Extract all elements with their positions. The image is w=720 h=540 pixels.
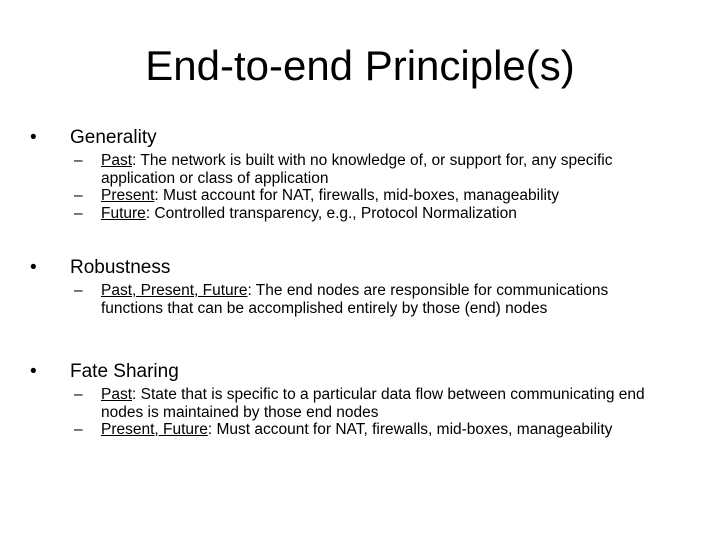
dash-icon: – (74, 386, 83, 403)
sub-item-body: : Controlled transparency, e.g., Protocol Normalization (145, 204, 517, 222)
section-robustness (0, 254, 720, 317)
sub-item-term: Future (101, 204, 146, 222)
sub-item-text (101, 386, 671, 421)
sub-item-text (101, 421, 671, 439)
bullet-label: Robustness (70, 257, 171, 278)
sub-item-body: : The end nodes are responsible for communications functions that can be accomplished entirely by those (end) nodes (101, 282, 609, 317)
sub-item (0, 187, 720, 205)
sub-item-term: Past (101, 386, 133, 403)
sub-item-term: Present, Future (101, 421, 208, 438)
bullet-label: Generality (70, 127, 157, 148)
dash-icon: – (74, 421, 83, 438)
sub-item-text (101, 282, 671, 317)
sub-item (0, 421, 720, 439)
dash-icon: – (74, 204, 83, 222)
sub-list (0, 152, 720, 222)
sub-item-text (101, 152, 671, 187)
dash-icon: – (74, 187, 83, 204)
sub-list (0, 282, 720, 317)
section-fate-sharing (0, 358, 720, 439)
bullet-row (0, 124, 720, 152)
bullet-icon: • (30, 361, 37, 382)
sub-item-term: Present (101, 187, 155, 204)
sub-item (0, 282, 720, 317)
dash-icon: – (74, 282, 83, 299)
bullet-row (0, 358, 720, 386)
dash-icon: – (74, 152, 83, 169)
sub-item (0, 386, 720, 421)
sub-item (0, 205, 720, 223)
section-generality (0, 124, 720, 222)
sub-item-body: : Must account for NAT, firewalls, mid-boxes, manageability (207, 421, 613, 438)
bullet-label: Fate Sharing (70, 361, 179, 382)
sub-item-term: Past (101, 152, 133, 169)
bullet-icon: • (30, 127, 37, 148)
sub-item (0, 152, 720, 187)
sub-item-text (101, 205, 671, 223)
bullet-row (0, 254, 720, 282)
sub-list (0, 386, 720, 439)
sub-item-body: : The network is built with no knowledge of, or support for, any specific application or class of application (101, 152, 613, 187)
slide-title: End-to-end Principle(s) (145, 42, 575, 89)
sub-item-body: : Must account for NAT, firewalls, mid-boxes, manageability (154, 187, 560, 204)
bullet-icon: • (30, 257, 37, 278)
sub-item-text (101, 187, 671, 205)
sub-item-term: Past, Present, Future (101, 282, 248, 299)
sub-item-body: : State that is specific to a particular data flow between communicating end nodes is maintained by those end nodes (101, 386, 645, 421)
